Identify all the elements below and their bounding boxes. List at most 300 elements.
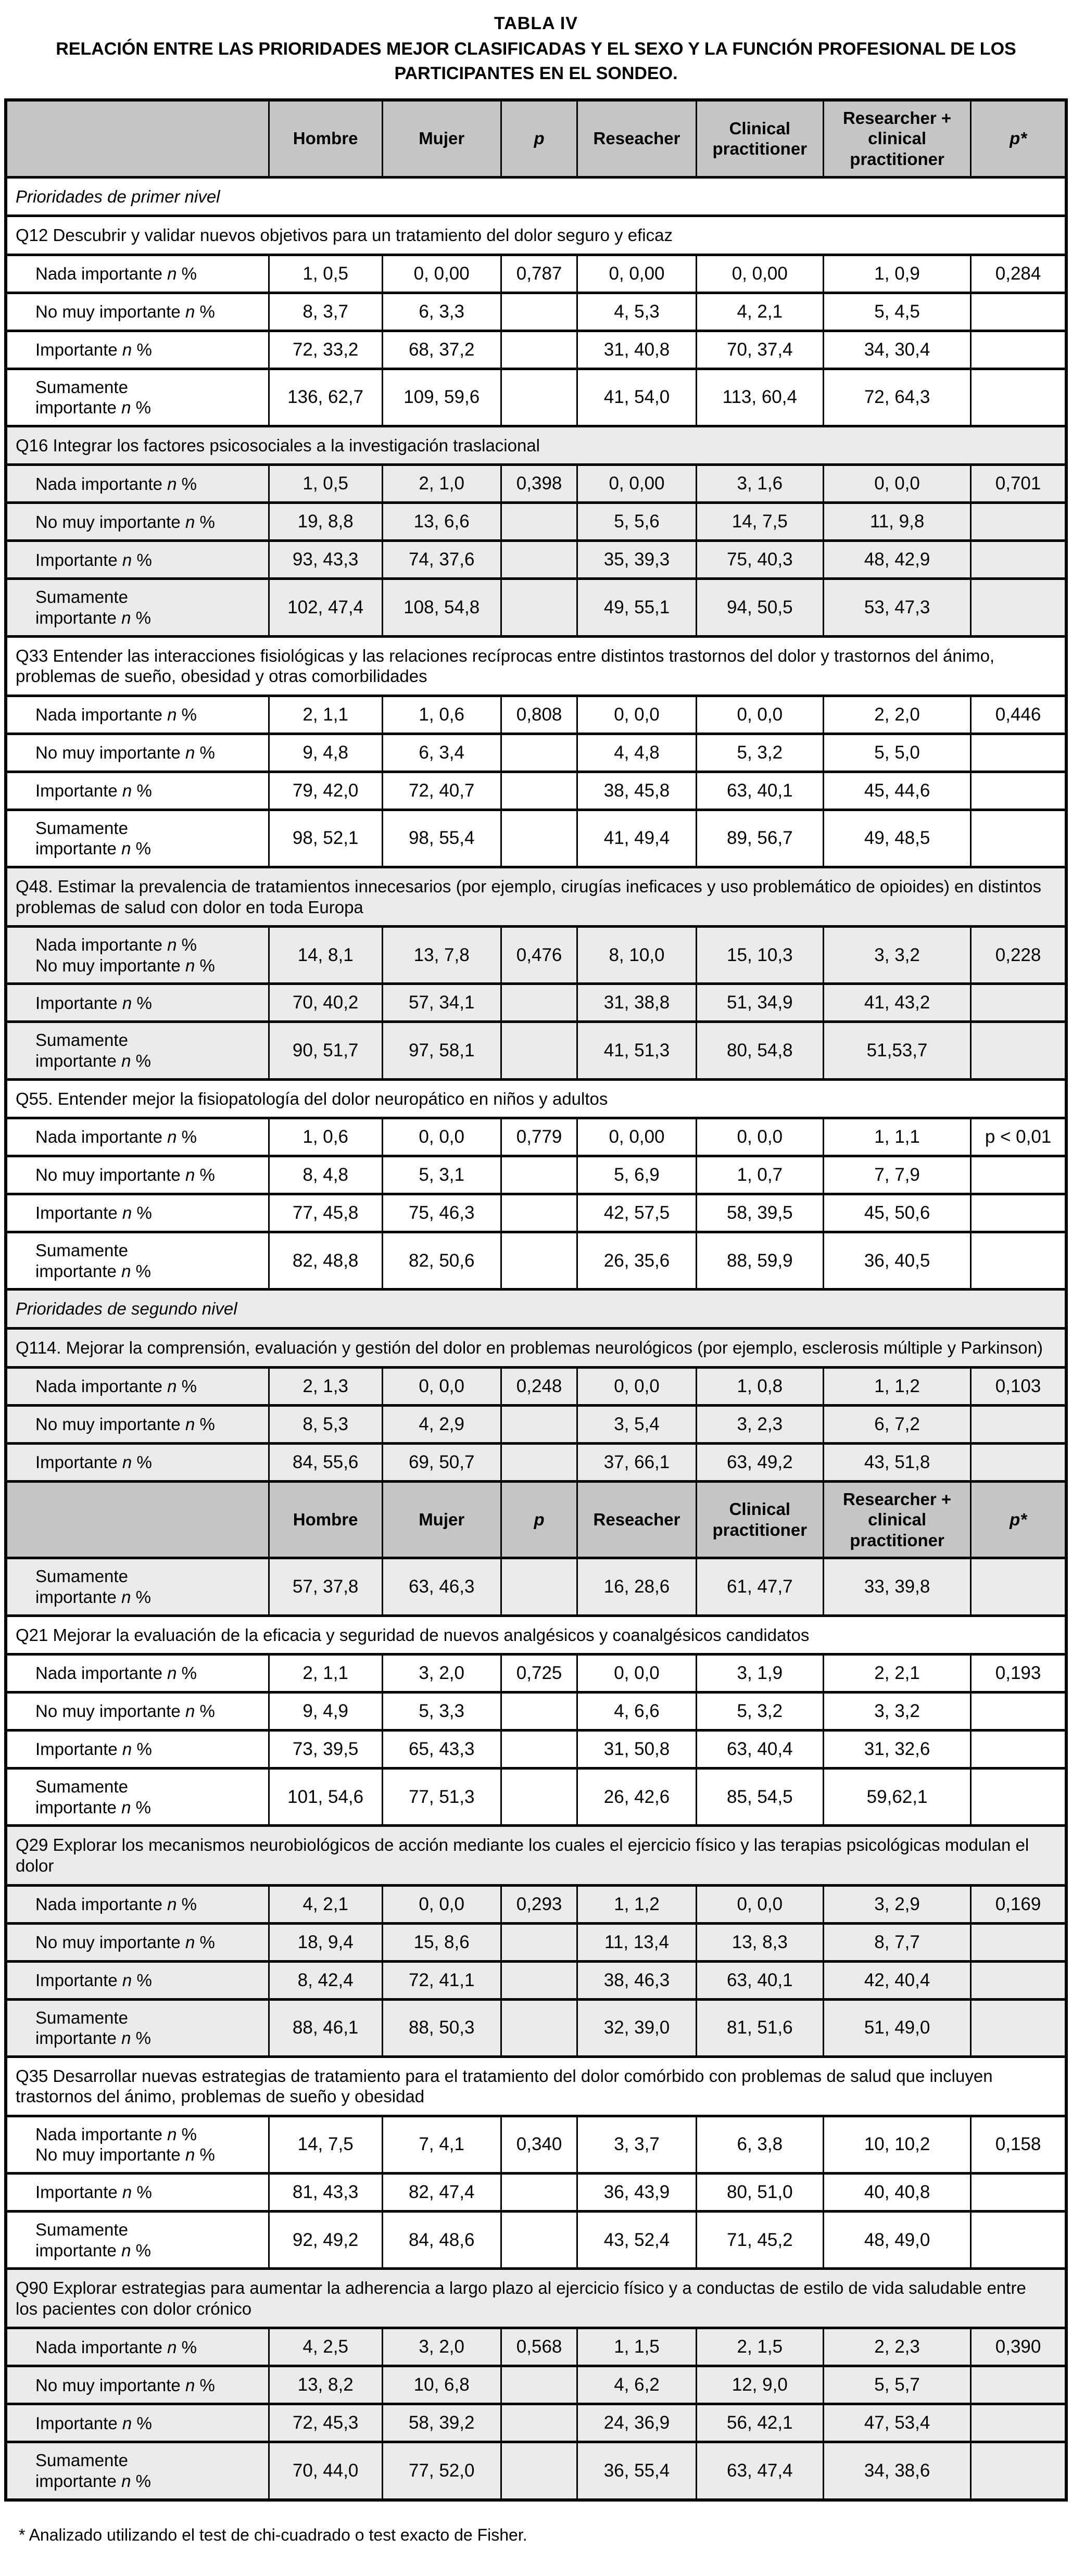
value-cell [501,1156,577,1194]
value-cell: 2, 2,3 [824,2328,971,2366]
value-cell: 9, 4,8 [269,734,382,772]
value-cell: 77, 52,0 [382,2442,501,2500]
value-cell: 84, 55,6 [269,1443,382,1481]
value-cell: 42, 40,4 [824,1961,971,1999]
table-row [6,1194,1066,1232]
value-cell: 51, 34,9 [696,984,823,1022]
row-label: Sumamente importante n % [6,369,269,426]
value-cell: 38, 45,8 [577,772,696,810]
value-cell [971,1558,1066,1615]
value-cell [501,1769,577,1826]
value-cell: 77, 51,3 [382,1769,501,1826]
table-row [6,1693,1066,1731]
row-label: Importante n % [6,1731,269,1769]
value-cell [501,2174,577,2212]
value-cell: 0, 0,0 [824,465,971,503]
row-label: Sumamente importante n % [6,1022,269,1079]
question-row [6,2056,1066,2116]
value-cell: 0,787 [501,255,577,293]
question-label: Q48. Estimar la prevalencia de tratamientos innecesarios (por ejemplo, cirugías ineficaces y uso problemático de opioides) en distintos problemas de salud con dolor en toda Europa [6,867,1066,927]
level-label: Prioridades de primer nivel [6,177,1066,216]
value-cell: 31, 50,8 [577,1731,696,1769]
value-cell: 0,701 [971,465,1066,503]
value-cell: 3, 2,0 [382,2328,501,2366]
value-cell: 90, 51,7 [269,1022,382,1079]
value-cell: 2, 1,1 [269,1655,382,1693]
value-cell: 51,53,7 [824,1022,971,1079]
value-cell: 45, 44,6 [824,772,971,810]
value-cell: 63, 40,4 [696,1731,823,1769]
row-label: Nada importante n % [6,1655,269,1693]
value-cell: 5, 5,0 [824,734,971,772]
row-label: Sumamente importante n % [6,810,269,867]
value-cell: 1, 0,7 [696,1156,823,1194]
value-cell [501,1558,577,1615]
table-row [6,2116,1066,2173]
value-cell [971,2212,1066,2269]
row-label: Nada importante n % [6,255,269,293]
value-cell: 41, 51,3 [577,1022,696,1079]
column-header: p [501,1481,577,1558]
value-cell [971,1731,1066,1769]
row-label: Nada importante n % [6,2328,269,2366]
value-cell [971,1405,1066,1443]
value-cell: 2, 2,1 [824,1655,971,1693]
value-cell: 72, 64,3 [824,369,971,426]
value-cell: 48, 42,9 [824,541,971,579]
value-cell [501,810,577,867]
value-cell: 81, 43,3 [269,2174,382,2212]
value-cell: 14, 7,5 [269,2116,382,2173]
column-header: p* [971,100,1066,177]
value-cell: 59,62,1 [824,1769,971,1826]
level-label: Prioridades de segundo nivel [6,1290,1066,1329]
value-cell: p < 0,01 [971,1118,1066,1156]
question-label: Q35 Desarrollar nuevas estrategias de tratamiento para el tratamiento del dolor comórbido con problemas de salud que incluyen trastornos del ánimo, problemas de sueño y obesidad [6,2056,1066,2116]
value-cell: 34, 30,4 [824,331,971,369]
value-cell: 8, 10,0 [577,927,696,984]
table-row [6,1731,1066,1769]
row-label: Importante n % [6,1443,269,1481]
value-cell: 1, 0,5 [269,465,382,503]
value-cell: 32, 39,0 [577,1999,696,2056]
value-cell [501,734,577,772]
row-label: No muy importante n % [6,1156,269,1194]
value-cell: 15, 10,3 [696,927,823,984]
value-cell: 57, 34,1 [382,984,501,1022]
value-cell [501,1961,577,1999]
value-cell: 89, 56,7 [696,810,823,867]
value-cell [501,1194,577,1232]
value-cell: 7, 7,9 [824,1156,971,1194]
value-cell: 0,284 [971,255,1066,293]
value-cell [501,503,577,541]
value-cell: 0,390 [971,2328,1066,2366]
column-header: Clinical practitioner [696,100,823,177]
value-cell [971,734,1066,772]
table-row [6,2442,1066,2500]
table-row [6,1558,1066,1615]
table-row [6,579,1066,636]
table-row [6,1156,1066,1194]
value-cell: 0, 0,00 [577,255,696,293]
value-cell: 3, 2,9 [824,1885,971,1923]
value-cell: 19, 8,8 [269,503,382,541]
value-cell [501,579,577,636]
value-cell: 0, 0,0 [577,1367,696,1405]
row-label: Nada importante n % [6,465,269,503]
question-label: Q29 Explorar los mecanismos neurobiológicos de acción mediante los cuales el ejercicio físico y las terapias psicológicas modulan el dolor [6,1826,1066,1885]
value-cell: 11, 13,4 [577,1923,696,1961]
value-cell: 0,158 [971,2116,1066,2173]
value-cell: 43, 51,8 [824,1443,971,1481]
column-header: Researcher + clinical practitioner [824,100,971,177]
table-row [6,2328,1066,2366]
value-cell [501,1999,577,2056]
row-label: Sumamente importante n % [6,1769,269,1826]
value-cell: 82, 50,6 [382,1232,501,1290]
value-cell: 5, 3,1 [382,1156,501,1194]
value-cell [501,1693,577,1731]
value-cell: 2, 1,1 [269,696,382,734]
value-cell: 8, 42,4 [269,1961,382,1999]
value-cell: 73, 39,5 [269,1731,382,1769]
value-cell: 0, 0,00 [577,1118,696,1156]
question-label: Q16 Integrar los factores psicosociales a la investigación traslacional [6,426,1066,465]
value-cell [501,1443,577,1481]
value-cell: 0,476 [501,927,577,984]
row-label: Nada importante n % [6,1885,269,1923]
value-cell: 71, 45,2 [696,2212,823,2269]
question-row [6,1615,1066,1655]
table-row [6,810,1066,867]
value-cell [971,1769,1066,1826]
value-cell: 3, 3,7 [577,2116,696,2173]
value-cell: 11, 9,8 [824,503,971,541]
footnote: * Analizado utilizando el test de chi-cuadrado o test exacto de Fisher. [19,2525,527,2544]
value-cell: 3, 1,9 [696,1655,823,1693]
column-header: Researcher + clinical practitioner [824,1481,971,1558]
value-cell: 0, 0,00 [696,255,823,293]
value-cell: 0,568 [501,2328,577,2366]
value-cell: 57, 37,8 [269,1558,382,1615]
question-row [6,2269,1066,2328]
value-cell: 14, 8,1 [269,927,382,984]
table-row [6,734,1066,772]
value-cell: 7, 4,1 [382,2116,501,2173]
table-row [6,1405,1066,1443]
value-cell: 13, 7,8 [382,927,501,984]
value-cell: 0,248 [501,1367,577,1405]
table-label: TABLA IV [494,14,578,33]
table-row [6,1022,1066,1079]
value-cell: 31, 40,8 [577,331,696,369]
row-label: No muy importante n % [6,2366,269,2404]
value-cell: 3, 3,2 [824,1693,971,1731]
value-cell: 70, 40,2 [269,984,382,1022]
value-cell: 16, 28,6 [577,1558,696,1615]
row-label: No muy importante n % [6,734,269,772]
table-row [6,927,1066,984]
value-cell: 6, 3,8 [696,2116,823,2173]
value-cell: 1, 1,2 [824,1367,971,1405]
value-cell [971,2366,1066,2404]
table-row [6,541,1066,579]
table-row [6,2366,1066,2404]
value-cell: 2, 2,0 [824,696,971,734]
value-cell: 63, 46,3 [382,1558,501,1615]
value-cell: 85, 54,5 [696,1769,823,1826]
value-cell [971,1999,1066,2056]
value-cell: 70, 37,4 [696,331,823,369]
value-cell [971,579,1066,636]
value-cell: 70, 44,0 [269,2442,382,2500]
table-row [6,1885,1066,1923]
value-cell [501,1405,577,1443]
row-label: Importante n % [6,331,269,369]
question-row [6,867,1066,927]
value-cell [501,541,577,579]
value-cell: 4, 2,9 [382,1405,501,1443]
row-label: Importante n % [6,1961,269,1999]
row-label: Importante n % [6,772,269,810]
value-cell: 58, 39,2 [382,2404,501,2442]
value-cell: 92, 49,2 [269,2212,382,2269]
table-row [6,1118,1066,1156]
value-cell: 13, 8,2 [269,2366,382,2404]
row-label: Importante n % [6,984,269,1022]
value-cell [971,2404,1066,2442]
value-cell: 80, 54,8 [696,1022,823,1079]
column-header: Hombre [269,100,382,177]
column-header: Reseacher [577,1481,696,1558]
value-cell: 4, 5,3 [577,293,696,331]
value-cell: 63, 40,1 [696,772,823,810]
value-cell: 36, 43,9 [577,2174,696,2212]
table-row [6,293,1066,331]
value-cell: 24, 36,9 [577,2404,696,2442]
value-cell [971,369,1066,426]
value-cell: 1, 0,9 [824,255,971,293]
value-cell: 47, 53,4 [824,2404,971,2442]
table-row [6,1655,1066,1693]
value-cell: 31, 32,6 [824,1731,971,1769]
value-cell: 49, 48,5 [824,810,971,867]
value-cell: 102, 47,4 [269,579,382,636]
table-row [6,465,1066,503]
value-cell: 0,193 [971,1655,1066,1693]
value-cell [971,1693,1066,1731]
value-cell: 8, 5,3 [269,1405,382,1443]
value-cell [501,331,577,369]
value-cell: 18, 9,4 [269,1923,382,1961]
value-cell: 0, 0,00 [577,465,696,503]
value-cell: 10, 6,8 [382,2366,501,2404]
value-cell [501,2442,577,2500]
table-body [6,100,1066,2500]
value-cell: 14, 7,5 [696,503,823,541]
value-cell: 72, 40,7 [382,772,501,810]
row-label: Nada importante n % [6,1118,269,1156]
value-cell: 4, 6,2 [577,2366,696,2404]
question-label: Q114. Mejorar la comprensión, evaluación y gestión del dolor en problemas neurológicos (por ejemplo, esclerosis múltiple y Parkinson) [6,1328,1066,1367]
value-cell: 8, 4,8 [269,1156,382,1194]
value-cell: 4, 2,5 [269,2328,382,2366]
column-header-empty [6,1481,269,1558]
value-cell: 2, 1,0 [382,465,501,503]
value-cell: 5, 3,2 [696,734,823,772]
question-row [6,1826,1066,1885]
value-cell [501,1232,577,1290]
table-row [6,1443,1066,1481]
value-cell: 6, 3,4 [382,734,501,772]
level-row [6,177,1066,216]
value-cell: 79, 42,0 [269,772,382,810]
table-header-row [6,100,1066,177]
table-title: RELACIÓN ENTRE LAS PRIORIDADES MEJOR CLASIFICADAS Y EL SEXO Y LA FUNCIÓN PROFESIONAL DE LOS PARTICIPANTES EN EL SONDEO. [56,39,1016,83]
value-cell: 3, 3,2 [824,927,971,984]
value-cell: 113, 60,4 [696,369,823,426]
value-cell: 40, 40,8 [824,2174,971,2212]
value-cell: 26, 35,6 [577,1232,696,1290]
value-cell: 0,340 [501,2116,577,2173]
level-row [6,1290,1066,1329]
value-cell: 69, 50,7 [382,1443,501,1481]
value-cell: 136, 62,7 [269,369,382,426]
value-cell: 3, 2,0 [382,1655,501,1693]
value-cell [501,293,577,331]
row-label: No muy importante n % [6,1923,269,1961]
value-cell: 0, 0,0 [577,1655,696,1693]
value-cell: 63, 49,2 [696,1443,823,1481]
row-label: Sumamente importante n % [6,1999,269,2056]
value-cell: 0,398 [501,465,577,503]
value-cell [501,2404,577,2442]
table-row [6,369,1066,426]
table-row [6,1232,1066,1290]
value-cell: 15, 8,6 [382,1923,501,1961]
value-cell: 3, 5,4 [577,1405,696,1443]
column-header: Mujer [382,100,501,177]
table-row [6,1367,1066,1405]
value-cell: 12, 9,0 [696,2366,823,2404]
value-cell: 0, 0,00 [382,255,501,293]
value-cell [971,2442,1066,2500]
value-cell: 36, 55,4 [577,2442,696,2500]
value-cell: 0,103 [971,1367,1066,1405]
question-label: Q21 Mejorar la evaluación de la eficacia y seguridad de nuevos analgésicos y coanalgésicos candidatos [6,1615,1066,1655]
column-header: Hombre [269,1481,382,1558]
question-label: Q33 Entender las interacciones fisiológicas y las relaciones recíprocas entre distintos trastornos del dolor y trastornos del ánimo, problemas de sueño, obesidad y otras comorbilidades [6,636,1066,696]
value-cell: 5, 3,2 [696,1693,823,1731]
value-cell [971,1194,1066,1232]
value-cell: 41, 54,0 [577,369,696,426]
value-cell: 4, 4,8 [577,734,696,772]
value-cell [971,1156,1066,1194]
value-cell: 77, 45,8 [269,1194,382,1232]
value-cell: 68, 37,2 [382,331,501,369]
value-cell: 0, 0,0 [696,1885,823,1923]
value-cell: 0,169 [971,1885,1066,1923]
value-cell: 42, 57,5 [577,1194,696,1232]
value-cell: 0, 0,0 [382,1885,501,1923]
value-cell: 94, 50,5 [696,579,823,636]
value-cell [971,331,1066,369]
value-cell [501,369,577,426]
value-cell [971,772,1066,810]
value-cell: 6, 3,3 [382,293,501,331]
value-cell: 63, 47,4 [696,2442,823,2500]
value-cell [971,293,1066,331]
value-cell: 31, 38,8 [577,984,696,1022]
value-cell [971,984,1066,1022]
value-cell: 41, 49,4 [577,810,696,867]
column-header: Clinical practitioner [696,1481,823,1558]
table-row [6,1769,1066,1826]
value-cell: 1, 1,1 [824,1118,971,1156]
title-block [4,11,1068,86]
column-header: p [501,100,577,177]
results-table [4,98,1068,2502]
value-cell: 13, 6,6 [382,503,501,541]
value-cell [501,1923,577,1961]
row-label: Importante n % [6,541,269,579]
value-cell: 0,779 [501,1118,577,1156]
value-cell: 3, 1,6 [696,465,823,503]
value-cell: 88, 46,1 [269,1999,382,2056]
value-cell: 63, 40,1 [696,1961,823,1999]
value-cell: 72, 33,2 [269,331,382,369]
value-cell: 75, 46,3 [382,1194,501,1232]
value-cell: 33, 39,8 [824,1558,971,1615]
value-cell: 0, 0,0 [696,1118,823,1156]
value-cell: 0,808 [501,696,577,734]
value-cell: 88, 50,3 [382,1999,501,2056]
value-cell: 98, 55,4 [382,810,501,867]
value-cell: 0, 0,0 [577,696,696,734]
value-cell: 13, 8,3 [696,1923,823,1961]
value-cell: 8, 3,7 [269,293,382,331]
value-cell: 0, 0,0 [696,696,823,734]
value-cell: 61, 47,7 [696,1558,823,1615]
value-cell: 26, 42,6 [577,1769,696,1826]
row-label: Nada importante n % [6,1367,269,1405]
value-cell [501,1731,577,1769]
value-cell [501,2366,577,2404]
column-header: Reseacher [577,100,696,177]
value-cell: 97, 58,1 [382,1022,501,1079]
table-row [6,984,1066,1022]
column-header: p* [971,1481,1066,1558]
value-cell [971,541,1066,579]
value-cell: 0, 0,0 [382,1118,501,1156]
row-label: Nada importante n % [6,696,269,734]
value-cell: 45, 50,6 [824,1194,971,1232]
table-row [6,2174,1066,2212]
value-cell: 81, 51,6 [696,1999,823,2056]
value-cell: 5, 5,7 [824,2366,971,2404]
value-cell: 2, 1,5 [696,2328,823,2366]
value-cell: 0,228 [971,927,1066,984]
row-label: No muy importante n % [6,503,269,541]
value-cell [501,2212,577,2269]
value-cell: 51, 49,0 [824,1999,971,2056]
value-cell: 53, 47,3 [824,579,971,636]
question-row [6,216,1066,255]
value-cell: 1, 0,5 [269,255,382,293]
row-label: Importante n % [6,1194,269,1232]
row-label: No muy importante n % [6,1405,269,1443]
